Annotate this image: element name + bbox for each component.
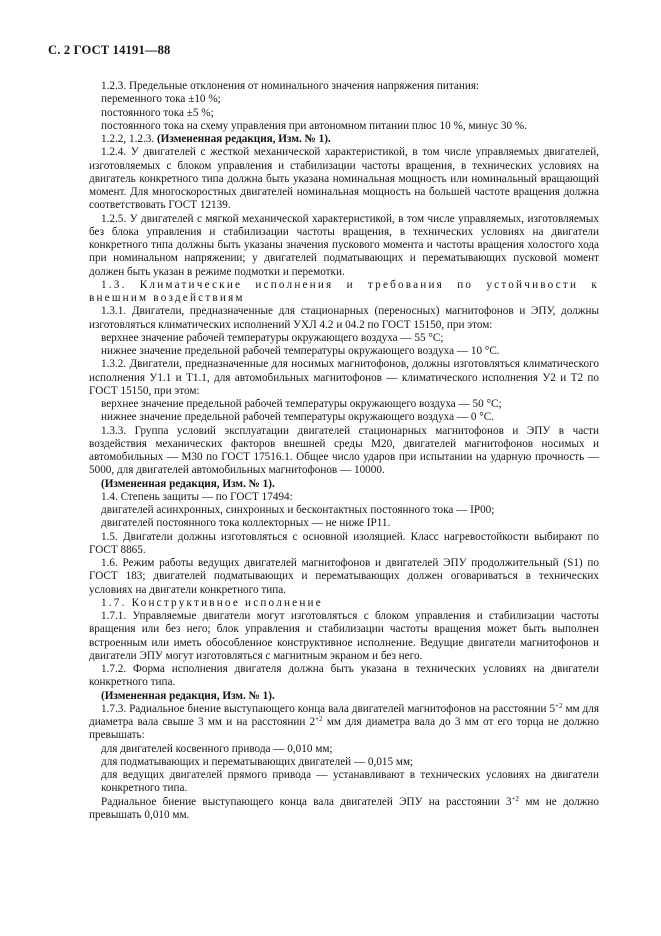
clause-1-3-3: 1.3.3. Группа условий эксплуатации двигателей стационарных магнитофонов и ЭПУ в части воздействия механических факторов внешней среды М20, двигателей магнитофонов носимых и автомобильных — М30 по ГОСТ 17516.1. Общее число ударов при испытании на ударную прочность — 5000, для двигателей автомобильных магнитофонов — 10000.	[89, 424, 599, 477]
list-item: для подматывающих и перематывающих двигателей — 0,015 мм;	[101, 755, 414, 768]
list-item: двигателей постоянного тока коллекторных — не ниже IP11.	[101, 517, 391, 530]
text-run: мм для диаметра вала свыше 3 мм и на расстоянии 2	[89, 702, 599, 728]
document-body	[89, 80, 599, 822]
clause-1-7-2: 1.7.2. Форма исполнения двигателя должна быть указана в технических условиях на двигатели конкретного типа.	[89, 663, 599, 689]
list-item: верхнее значение предельной рабочей температуры окружающего воздуха — 50 °С;	[101, 398, 502, 410]
amendment-note: (Измененная редакция, Изм. № 1).	[101, 689, 275, 702]
clause-1-3-2: 1.3.2. Двигатели, предназначенные для носимых магнитофонов, должны изготовляться климатического исполнения У1.1 и Т1.1, для автомобильных магнитофонов — климатического исполнения У2 и Т2 по ГОСТ 15150, при этом:	[89, 358, 599, 397]
list-item: постоянного тока ±5 %;	[101, 106, 214, 119]
tolerance-superscript: +2	[315, 715, 323, 723]
amendment-label: (Измененная редакция, Изм. № 1).	[156, 133, 331, 145]
clause-1-2-4: 1.2.4. У двигателей с жесткой механической характеристикой, в том числе управляемых двигателей, изготовляемых с блоком управления и стабилизации частоты вращения, в технических условиях на двигатель конкретного типа должна быть указана номинальная мощность или номинальный вращающий момент. Для многоскоростных двигателей номинальная мощность на большей частоте вращения должна соответствовать ГОСТ 12139.	[89, 146, 599, 212]
list-item: нижнее значение предельной рабочей температуры окружающего воздуха — 0 °С.	[101, 411, 494, 424]
list-item: для ведущих двигателей прямого привода — устанавливают в технических условиях на двигатели конкретного типа.	[101, 769, 599, 795]
text-run: мм для диаметра вала до 3 мм от его торца не должно превышать:	[89, 716, 599, 742]
tolerance-superscript: +2	[511, 794, 520, 803]
list-item: для двигателей косвенного привода — 0,010 мм;	[101, 742, 333, 755]
clause-1-5: 1.5. Двигатели должны изготовляться с основной изоляцией. Класс нагревостойкости выбирают по ГОСТ 8865.	[89, 530, 599, 556]
list-item: постоянного тока на схему управления при автономном питании плюс 10 %, минус 30 %.	[101, 119, 527, 132]
clause-1-4: 1.4. Степень защиты — по ГОСТ 17494:	[101, 490, 293, 503]
text-run: 1.7.3. Радиальное биение выступающего конца вала двигателей магнитофонов на расстоянии 5	[101, 702, 556, 715]
section-heading-1-3: 1.3. Климатические исполнения и требования по устойчивости к внешним воздействиям	[89, 278, 599, 304]
amendment-note	[89, 133, 599, 146]
list-item: переменного тока ±10 %;	[101, 93, 221, 106]
text-run: мм не должно превышать 0,010 мм.	[89, 795, 599, 821]
amendment-ref: 1.2.2, 1.2.3.	[101, 133, 157, 145]
clause-1-3-1: 1.3.1. Двигатели, предназначенные для стационарных (переносных) магнитофонов и ЭПУ, должны изготовляться климатических исполнений УХЛ 4.2 и 04.2 по ГОСТ 15150, при этом:	[89, 305, 599, 331]
clause-1-6: 1.6. Режим работы ведущих двигателей магнитофонов и двигателей ЭПУ продолжительный (S1) по ГОСТ 183; двигателей подматывающих и перематывающих должен оговариваться в технических условиях на двигатели конкретного типа.	[89, 557, 599, 596]
page-header: С. 2 ГОСТ 14191—88	[48, 43, 171, 57]
clause-1-2-3: 1.2.3. Предельные отклонения от номинального значения напряжения питания:	[101, 80, 480, 92]
list-item: двигателей асинхронных, синхронных и бесконтактных постоянного тока — IP00;	[101, 504, 495, 516]
clause-1-7-3	[89, 703, 599, 743]
tolerance-superscript: +2	[555, 701, 563, 710]
list-item: нижнее значение предельной рабочей температуры окружающего воздуха — 10 °С.	[101, 345, 500, 357]
section-heading-1-7: 1.7. Конструктивное исполнение	[101, 596, 323, 609]
clause-1-2-5: 1.2.5. У двигателей с мягкой механической характеристикой, в том числе управляемых, изготовляемых без блока управления и стабилизации частоты вращения, в технических условиях на двигатели конкретного типа должны быть указаны значения пускового момента и частоты вращения холостого хода при номинальном напряжении; у двигателей подматывающих и перематывающих пусковой момент должен быть указан в режиме подмотки и перемотки.	[89, 212, 599, 278]
list-item: верхнее значение рабочей температуры окружающего воздуха — 55 °С;	[101, 331, 444, 344]
clause-1-7-3-epu	[89, 796, 599, 823]
text-run: Радиальное биение выступающего конца вала двигателей ЭПУ на расстоянии 3	[101, 795, 512, 808]
amendment-note: (Измененная редакция, Изм. № 1).	[101, 477, 275, 490]
clause-1-7-1: 1.7.1. Управляемые двигатели могут изготовляться с блоком управления и стабилизации частоты вращения или без него; блок управления и стабилизации частоты вращения может быть выполнен встроенным или иметь обособленное конструктивное исполнение. Ведущие двигатели магнитофонов и двигатели ЭПУ могут изготовляться с магнитным экраном и без него.	[89, 610, 599, 662]
